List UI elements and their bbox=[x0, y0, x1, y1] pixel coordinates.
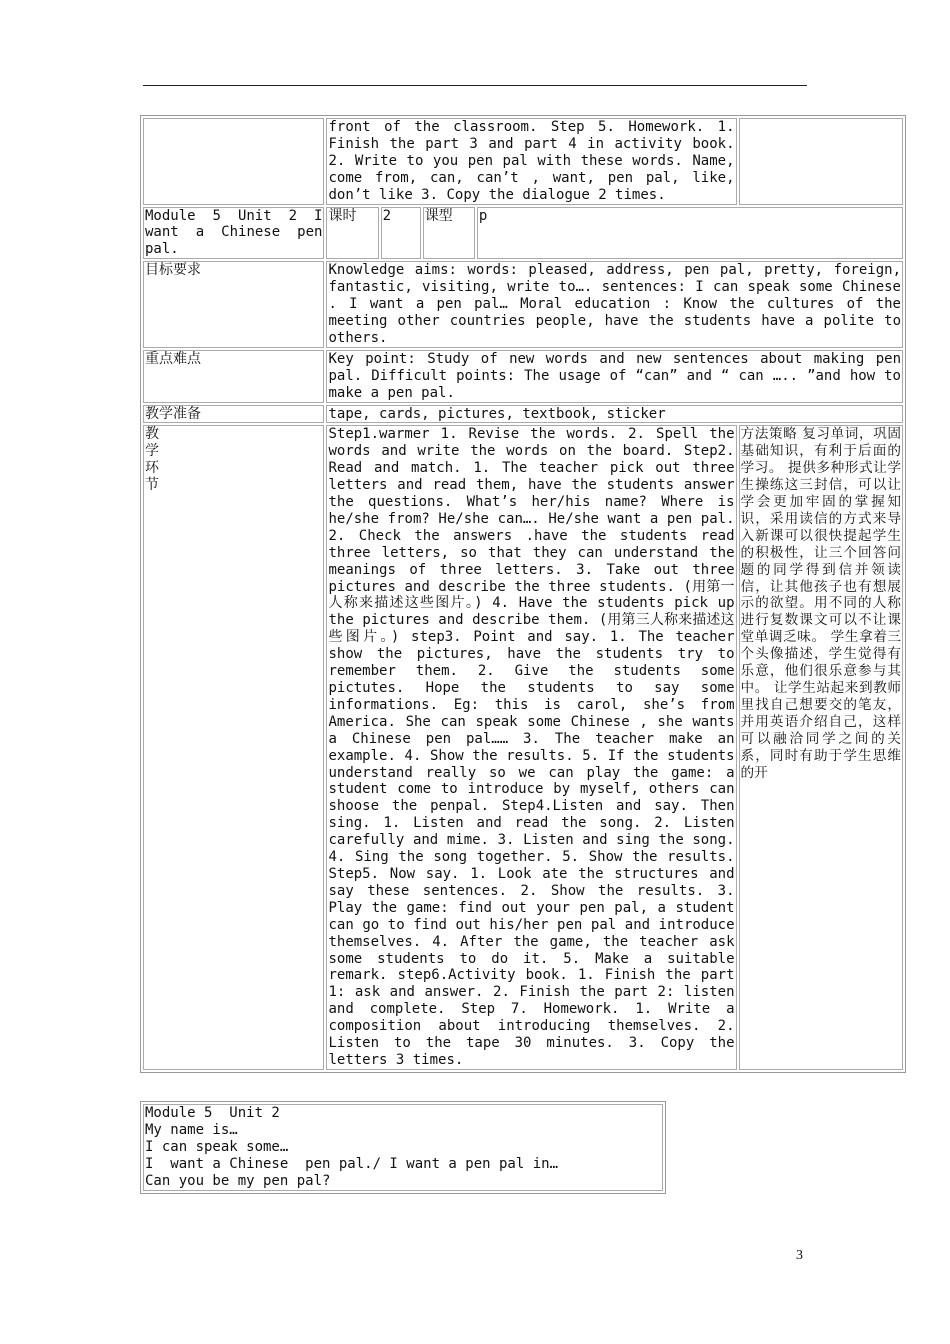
blackboard-design-table bbox=[140, 1101, 666, 1194]
keypoints-row bbox=[143, 350, 903, 403]
lesson-plan-table bbox=[140, 115, 906, 1073]
page-number: 3 bbox=[796, 1248, 803, 1263]
lesson-title: Module 5 Unit 2 I want a Chinese pen pal. bbox=[145, 207, 323, 258]
process-label-char: 环 bbox=[145, 460, 159, 477]
blackboard-line: I want a Chinese pen pal./ I want a pen pal in… bbox=[145, 1155, 559, 1172]
blackboard-line: My name is… bbox=[145, 1121, 238, 1138]
keypoints-label: 重点难点 bbox=[143, 350, 324, 403]
title-row bbox=[143, 207, 903, 260]
header-rule bbox=[143, 85, 807, 86]
type-label: 课型 bbox=[423, 207, 475, 260]
blackboard-line: I can speak some… bbox=[145, 1138, 289, 1155]
blackboard-line: Module 5 Unit 2 bbox=[145, 1105, 280, 1121]
type-value: p bbox=[477, 207, 903, 260]
process-label-char: 教 bbox=[145, 426, 159, 443]
continuation-strategy-cell bbox=[739, 118, 903, 205]
process-text: Step1.warmer 1. Revise the words. 2. Spell the words and write the words on the board. Step2. Read and match. 1. The teacher pick out three letters and read them, have the students answer the questions. What’s her/his name? Where is he/she from? He/she can…. He/she want a pen pal. 2. Check the answers .have the students read three letters, so that they can understand the meanings of three letters. 3. Take out three pictures and describe the three students. (用第一人称来描述这些图片。) 4. Have the students pick up the pictures and describe them. (用第三人称来描述这些图片。) step3. Point and say. 1. The teacher show the pictures, have the students try to remember them. 2. Give the students some pictutes. Hope the students to say some informations. Eg: this is carol, she’s from America. She can speak some Chinese , she wants a Chinese pen pal…… 3. The teacher make an example. 4. Show the results. 5. If the students understand really so we can play the game: a student come to introduce by myself, others can shoose the penpal. Step4.Listen and say. Then sing. 1. Listen and read the song. 2. Listen carefully and mime. 3. Listen and sing the song. 4. Sing the song together. 5. Show the results. Step5. Now say. 1. Look ate the structures and say these sentences. 2. Show the results. 3. Play the game: find out your pen pal, a student can go to find out his/her pen pal and introduce themselves. 4. After the game, the teacher ask some students to do it. 5. Make a suitable remark. step6.Activity book. 1. Finish the part 1: ask and answer. 2. Finish the part 2: listen and complete. Step 7. Homework. 1. Write a composition about introducing themselves. 2. Listen to the tape 30 minutes. 3. Copy the letters 3 times. bbox=[328, 426, 735, 1068]
period-value: 2 bbox=[381, 207, 421, 260]
blackboard-line: Can you be my pen pal? bbox=[145, 1172, 331, 1189]
goals-text: Knowledge aims: words: pleased, address, pen pal, pretty, foreign, fantastic, visiting, write to…. sentences: I can speak some Chinese . I want a pen pal… Moral education : Know the cultures of the meeting other countries people, have the students have a polite to others. bbox=[328, 262, 901, 346]
keypoints-text: Key point: Study of new words and new sentences about making pen pal. Difficult points: The usage of “can” and “ can ….. ”and how to make a pen pal. bbox=[328, 350, 901, 401]
process-row bbox=[143, 425, 903, 1069]
process-label-char: 节 bbox=[145, 477, 159, 494]
continuation-row bbox=[143, 118, 903, 205]
blackboard-cell bbox=[143, 1104, 663, 1191]
prep-text: tape, cards, pictures, textbook, sticker bbox=[326, 405, 903, 424]
strategy-text: 方法策略 复习单词，巩固基础知识，有利于后面的学习。 提供多种形式让学生操练这三封信，可以让学会更加牢固的掌握知识，采用读信的方式来导入新课可以很快提起学生的积极性，让三个回答问题的同学得到信并领读信，让其他孩子也有想展示的欲望。用不同的人称进行复数课文可以不让课堂单调乏味。 学生拿着三个头像描述，学生觉得有乐意，他们很乐意参与其中。 让学生站起来到教师里找自己想要交的笔友，并用英语介绍自己，这样可以融洽同学之间的关系，同时有助于学生思维的开 bbox=[739, 425, 903, 1069]
period-label: 课时 bbox=[326, 207, 378, 260]
prep-row bbox=[143, 405, 903, 424]
continuation-text: front of the classroom. Step 5. Homework. 1. Finish the part 3 and part 4 in activity book. 2. Write to you pen pal with these words. Name, come from, can, can’t , want, pen pal, like, don’t like 3. Copy the dialogue 2 times. bbox=[328, 119, 735, 203]
prep-label: 教学准备 bbox=[143, 405, 324, 424]
process-label bbox=[143, 425, 324, 1069]
process-label-char: 学 bbox=[145, 443, 159, 460]
goals-label: 目标要求 bbox=[143, 261, 324, 348]
continuation-empty-cell bbox=[143, 118, 324, 205]
goals-row bbox=[143, 261, 903, 348]
